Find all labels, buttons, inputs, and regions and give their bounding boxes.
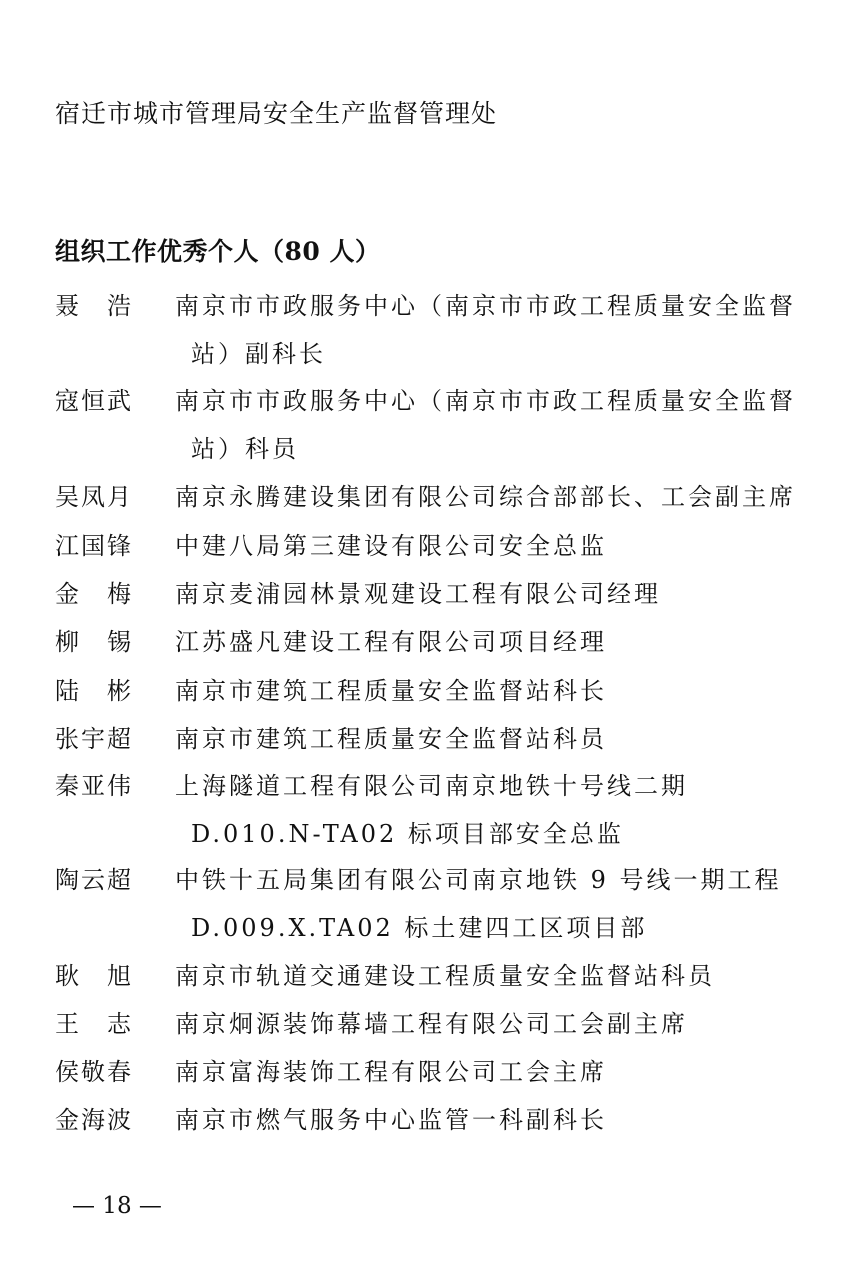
person-description: 南京市轨道交通建设工程质量安全监督站科员 bbox=[175, 962, 715, 990]
person-description-continuation: 站）副科长 bbox=[191, 340, 326, 368]
person-description: 南京麦浦园林景观建设工程有限公司经理 bbox=[175, 580, 661, 608]
person-description: 南京市建筑工程质量安全监督站科长 bbox=[175, 677, 607, 705]
list-item bbox=[55, 477, 815, 521]
person-description: 中铁十五局集团有限公司南京地铁 9 号线一期工程 bbox=[175, 866, 782, 894]
person-name: 吴凤月 bbox=[55, 483, 133, 511]
list-item bbox=[55, 671, 815, 715]
person-name: 陶云超 bbox=[55, 866, 133, 894]
person-name: 侯敬春 bbox=[55, 1058, 133, 1086]
list-item bbox=[55, 381, 815, 463]
section-title: 组织工作优秀个人（80 人） bbox=[55, 237, 381, 266]
list-item bbox=[55, 286, 815, 368]
person-description: 上海隧道工程有限公司南京地铁十号线二期 bbox=[175, 772, 688, 800]
person-description-continuation: 站）科员 bbox=[191, 435, 299, 463]
list-item bbox=[55, 719, 815, 763]
page-number: — 18 — bbox=[72, 1193, 162, 1219]
list-item bbox=[55, 1100, 815, 1144]
person-description: 中建八局第三建设有限公司安全总监 bbox=[175, 532, 607, 560]
person-name: 金 梅 bbox=[55, 580, 133, 608]
list-item bbox=[55, 526, 815, 570]
list-item bbox=[55, 1004, 815, 1048]
person-description-continuation: D.009.X.TA02 标土建四工区项目部 bbox=[191, 914, 648, 942]
person-name: 王 志 bbox=[55, 1010, 133, 1038]
person-name: 陆 彬 bbox=[55, 677, 133, 705]
person-name: 柳 锡 bbox=[55, 628, 133, 656]
person-name: 耿 旭 bbox=[55, 962, 133, 990]
person-name: 张宇超 bbox=[55, 725, 133, 753]
person-name: 聂 浩 bbox=[55, 292, 133, 320]
list-item bbox=[55, 574, 815, 618]
person-description: 江苏盛凡建设工程有限公司项目经理 bbox=[175, 628, 607, 656]
person-description: 南京炯源装饰幕墙工程有限公司工会副主席 bbox=[175, 1010, 688, 1038]
top-line: 宿迁市城市管理局安全生产监督管理处 bbox=[55, 99, 498, 128]
list-item bbox=[55, 1052, 815, 1096]
person-description: 南京市市政服务中心（南京市市政工程质量安全监督 bbox=[175, 387, 796, 415]
person-description-continuation: D.010.N-TA02 标项目部安全总监 bbox=[191, 820, 624, 848]
person-description: 南京市市政服务中心（南京市市政工程质量安全监督 bbox=[175, 292, 796, 320]
list-item bbox=[55, 622, 815, 666]
person-name: 秦亚伟 bbox=[55, 772, 133, 800]
list-item bbox=[55, 766, 815, 848]
person-description: 南京富海装饰工程有限公司工会主席 bbox=[175, 1058, 607, 1086]
list-item bbox=[55, 860, 815, 942]
list-item bbox=[55, 956, 815, 1000]
person-name: 寇恒武 bbox=[55, 387, 133, 415]
person-description: 南京市燃气服务中心监管一科副科长 bbox=[175, 1106, 607, 1134]
person-description: 南京市建筑工程质量安全监督站科员 bbox=[175, 725, 607, 753]
person-description: 南京永腾建设集团有限公司综合部部长、工会副主席 bbox=[175, 483, 796, 511]
person-name: 金海波 bbox=[55, 1106, 133, 1134]
person-name: 江国锋 bbox=[55, 532, 133, 560]
